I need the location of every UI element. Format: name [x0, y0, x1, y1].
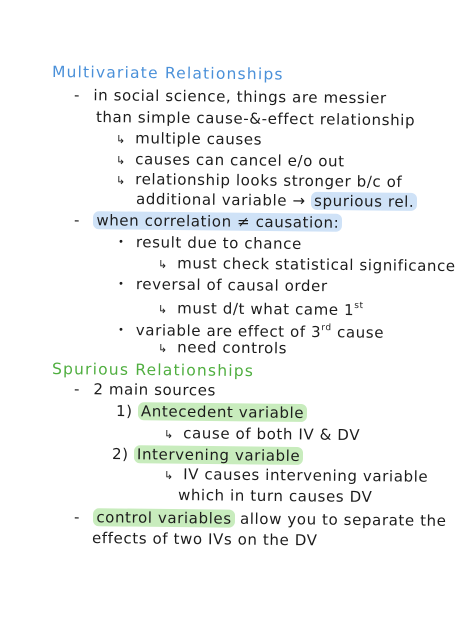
number-marker: 1) — [115, 402, 133, 421]
numbered-line — [116, 402, 307, 422]
note-line — [74, 380, 216, 399]
note-text: multiple causes — [135, 129, 263, 149]
highlight-antecedent: Antecedent variable — [138, 402, 307, 422]
note-text: than simple cause-&-effect relationship — [95, 108, 416, 130]
heading-spurious: Spurious Relationships — [51, 360, 255, 381]
note-text: causes can cancel e/o out — [135, 150, 345, 171]
arrow-marker: ↳ — [115, 174, 126, 188]
note-line — [178, 486, 373, 506]
note-text: variable are effect of 3 — [135, 321, 322, 342]
arrow-marker: ↳ — [115, 154, 126, 168]
superscript: st — [354, 301, 364, 312]
note-text: which in turn causes DV — [177, 486, 373, 507]
arrow-marker: ↳ — [163, 428, 174, 442]
note-text: effects of two IVs on the DV — [91, 529, 318, 550]
note-text: IV causes intervening variable — [183, 465, 429, 486]
bullet-marker: • — [117, 237, 125, 249]
note-line — [96, 108, 415, 129]
note-text: in social science, things are messier — [93, 86, 387, 108]
arrow-marker: ↳ — [157, 342, 168, 356]
arrow-marker: ↳ — [163, 469, 174, 483]
note-text: must check statistical significance — [177, 254, 456, 276]
note-line — [116, 129, 262, 151]
arrow-marker: ↳ — [157, 303, 168, 317]
dash-marker: - — [73, 211, 81, 230]
note-line — [164, 424, 360, 446]
note-line — [74, 508, 447, 530]
implies-arrow: → — [292, 191, 306, 210]
note-line — [74, 211, 343, 232]
dash-marker: - — [73, 508, 81, 527]
highlight-intervening: Intervening variable — [134, 445, 303, 465]
note-text: reversal of causal order — [135, 275, 328, 296]
note-text: cause of both IV & DV — [183, 424, 361, 445]
note-line — [74, 86, 387, 107]
highlight-when-correlation: when correlation ≠ causation: — [93, 211, 342, 232]
note-line — [92, 529, 318, 549]
bullet-marker: • — [117, 279, 125, 291]
note-text: cause — [331, 323, 385, 342]
bullet-line — [118, 275, 328, 296]
note-text: need controls — [177, 338, 288, 358]
number-marker: 2) — [111, 445, 129, 464]
note-line — [116, 150, 345, 172]
note-text: 2 main sources — [93, 380, 217, 400]
dash-marker: - — [73, 380, 81, 399]
superscript: rd — [321, 323, 332, 334]
note-text: relationship looks stronger b/c of — [135, 170, 403, 191]
note-text: allow you to separate the — [239, 509, 447, 530]
note-text: must d/t what came 1 — [177, 299, 355, 320]
heading-multivariate: Multivariate Relationships — [51, 63, 284, 84]
note-line — [164, 465, 428, 488]
note-line — [158, 254, 456, 277]
note-text: additional variable — [135, 190, 288, 210]
arrow-marker: ↳ — [115, 133, 126, 147]
dash-marker: - — [73, 86, 81, 105]
note-line — [136, 190, 418, 211]
highlight-control-variables: control variables — [93, 508, 234, 527]
arrow-marker: ↳ — [157, 258, 168, 272]
note-line — [158, 338, 287, 359]
bullet-marker: • — [117, 325, 125, 337]
note-text: result due to chance — [135, 233, 302, 253]
highlight-spurious: spurious rel. — [311, 192, 417, 211]
bullet-line — [118, 233, 302, 254]
numbered-line — [112, 445, 303, 465]
